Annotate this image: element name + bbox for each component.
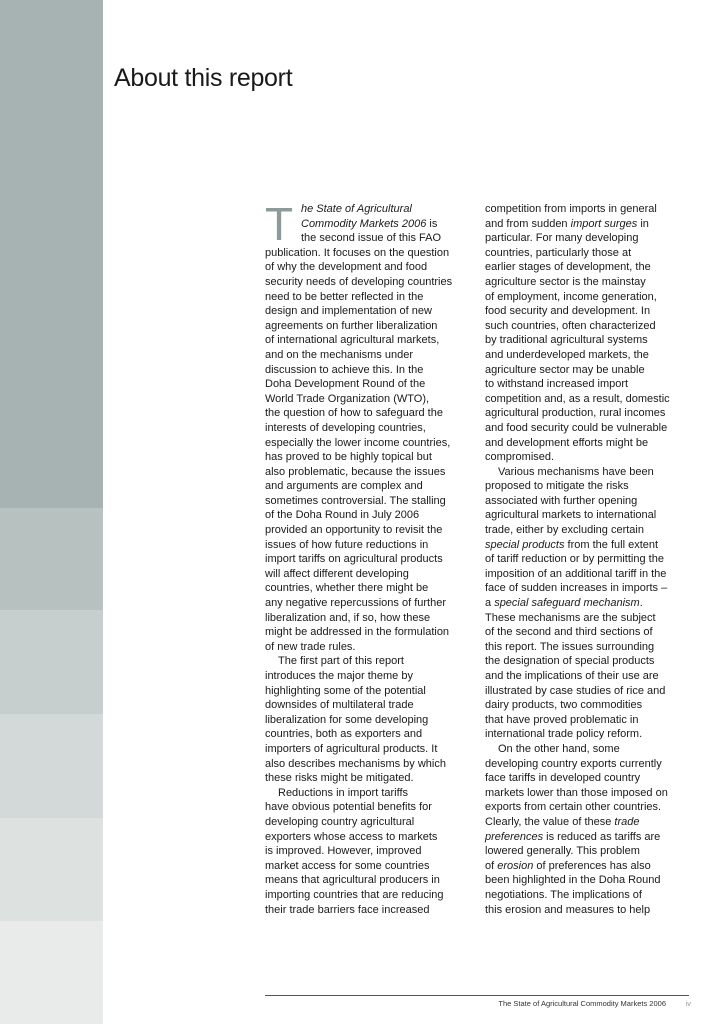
- text-line: that have proved problematic in: [485, 713, 639, 726]
- text-line: illustrated by case studies of rice and: [485, 684, 666, 697]
- footer-rule: [265, 995, 689, 996]
- text-line: their trade barriers face increased: [265, 903, 430, 916]
- text-line: competition from imports in general: [485, 203, 657, 215]
- text-line: been highlighted in the Doha Round: [485, 874, 661, 887]
- text-line: developing country exports currently: [485, 757, 662, 770]
- text-line: of the Doha Round in July 2006: [265, 509, 420, 522]
- text-line: proposed to mitigate the risks: [485, 480, 629, 493]
- body-column-right: [485, 202, 690, 917]
- text-line: trade, either by excluding certain: [485, 524, 644, 537]
- text-line: On the other hand, some: [498, 742, 620, 755]
- text-line: earlier stages of development, the: [485, 261, 651, 274]
- text-line: exports from certain other countries.: [485, 801, 662, 814]
- text-line: Doha Development Round of the: [265, 378, 426, 391]
- text-line: preferences is reduced as tariffs are: [485, 830, 661, 843]
- text-line: of the second and third sections of: [485, 626, 653, 639]
- text-line: liberalization for some developing: [265, 713, 429, 726]
- side-band-3: [0, 610, 103, 714]
- text-line: Clearly, the value of these trade: [485, 815, 640, 828]
- side-band-5: [0, 818, 103, 921]
- side-band-1: [0, 0, 103, 508]
- text-line: a special safeguard mechanism.: [485, 597, 643, 610]
- text-line: countries, particularly those at: [485, 246, 632, 259]
- text-line: also problematic, because the issues: [265, 465, 446, 478]
- text-line: compromised.: [485, 451, 555, 464]
- text-line: design and implementation of new: [265, 305, 432, 318]
- body-column-left: [265, 198, 470, 917]
- text-line: of employment, income generation,: [485, 290, 657, 303]
- text-line: publication. It focuses on the question: [265, 246, 450, 259]
- text-line: negotiations. The implications of: [485, 888, 642, 901]
- text-line: he State of Agricultural: [301, 203, 412, 215]
- text-line: face of sudden increases in imports –: [485, 582, 668, 595]
- text-line: and development efforts might be: [485, 436, 649, 449]
- text-line: interests of developing countries,: [265, 421, 426, 434]
- text-line: this report. The issues surrounding: [485, 640, 655, 653]
- text-line: need to be better reflected in the: [265, 290, 424, 303]
- text-line: special products from the full extent: [485, 538, 659, 551]
- text-line: these risks might be mitigated.: [265, 772, 414, 785]
- drop-cap: T: [265, 198, 294, 250]
- text-line: the question of how to safeguard the: [265, 407, 443, 420]
- text-line: importers of agricultural products. It: [265, 742, 438, 755]
- text-line: by traditional agricultural systems: [485, 334, 648, 347]
- text-line: liberalization and, if so, how these: [265, 611, 431, 624]
- side-band-4: [0, 714, 103, 818]
- text-line: highlighting some of the potential: [265, 684, 426, 697]
- text-line: discussion to achieve this. In the: [265, 363, 424, 376]
- text-line: and arguments are complex and: [265, 480, 423, 493]
- text-line: World Trade Organization (WTO),: [265, 392, 430, 405]
- text-line: and the implications of their use are: [485, 670, 659, 682]
- text-line: downsides of multilateral trade: [265, 699, 414, 712]
- text-line: any negative repercussions of further: [265, 597, 446, 610]
- text-line: might be addressed in the formulation: [265, 626, 450, 639]
- text-line: agriculture sector may be unable: [485, 363, 645, 376]
- text-line: particular. For many developing: [485, 232, 639, 245]
- text-line: These mechanisms are the subject: [485, 611, 656, 624]
- text-line: means that agricultural producers in: [265, 874, 440, 887]
- page-title: About this report: [114, 64, 293, 92]
- text-line: is improved. However, improved: [265, 845, 422, 858]
- text-line: lowered generally. This problem: [485, 845, 640, 858]
- text-line: issues of how future reductions in: [265, 538, 429, 551]
- page-number: iv: [685, 999, 691, 1008]
- text-line: associated with further opening: [485, 494, 638, 507]
- text-line: Reductions in import tariffs: [278, 786, 409, 799]
- text-line: importing countries that are reducing: [265, 888, 444, 901]
- text-line: dairy products, two commodities: [485, 699, 643, 712]
- text-line: food security and development. In: [485, 305, 651, 318]
- text-line: this erosion and measures to help: [485, 903, 651, 916]
- text-line: competition and, as a result, domestic: [485, 392, 670, 405]
- text-line: countries, both as exporters and: [265, 728, 423, 741]
- text-line: introduces the major theme by: [265, 670, 413, 682]
- text-line: The first part of this report: [278, 655, 404, 668]
- side-band-2: [0, 508, 103, 610]
- text-line: to withstand increased import: [485, 378, 629, 391]
- text-line: face tariffs in developed country: [485, 772, 641, 785]
- text-line: international trade policy reform.: [485, 728, 643, 741]
- text-line: the second issue of this FAO: [301, 232, 442, 245]
- text-line: exporters whose access to markets: [265, 830, 438, 843]
- text-line: of erosion of preferences has also: [485, 859, 651, 872]
- text-line: especially the lower income countries,: [265, 436, 451, 449]
- text-line: and food security could be vulnerable: [485, 421, 668, 434]
- text-line: countries, whether there might be: [265, 582, 429, 595]
- text-line: imposition of an additional tariff in the: [485, 567, 667, 580]
- text-line: agreements on further liberalization: [265, 319, 438, 332]
- text-line: such countries, often characterized: [485, 319, 656, 332]
- text-line: import tariffs on agricultural products: [265, 553, 443, 566]
- text-line: Commodity Markets 2006 is: [301, 217, 438, 230]
- footer-publication-title: The State of Agricultural Commodity Markets 2006: [498, 999, 666, 1008]
- text-line: developing country agricultural: [265, 815, 415, 828]
- text-line: agricultural production, rural incomes: [485, 407, 666, 420]
- text-line: will affect different developing: [265, 567, 409, 580]
- text-line: of tariff reduction or by permitting the: [485, 553, 664, 566]
- text-line: and underdeveloped markets, the: [485, 348, 649, 361]
- text-line: of why the development and food: [265, 261, 428, 274]
- text-line: and from sudden import surges in: [485, 217, 649, 230]
- text-line: sometimes controversial. The stalling: [265, 494, 446, 507]
- text-line: and on the mechanisms under: [265, 348, 413, 361]
- text-line: of new trade rules.: [265, 640, 356, 653]
- text-line: the designation of special products: [485, 655, 655, 668]
- text-line: agriculture sector is the mainstay: [485, 275, 646, 288]
- text-line: markets lower than those imposed on: [485, 786, 668, 799]
- text-line: market access for some countries: [265, 859, 430, 872]
- text-line: security needs of developing countries: [265, 275, 453, 288]
- text-line: of international agricultural markets,: [265, 334, 440, 347]
- text-line: also describes mechanisms by which: [265, 757, 446, 770]
- text-line: provided an opportunity to revisit the: [265, 524, 443, 537]
- text-line: agricultural markets to international: [485, 509, 657, 522]
- text-line: has proved to be highly topical but: [265, 451, 432, 464]
- text-line: have obvious potential benefits for: [265, 801, 432, 814]
- text-line: Various mechanisms have been: [498, 465, 654, 478]
- side-band-6: [0, 921, 103, 1024]
